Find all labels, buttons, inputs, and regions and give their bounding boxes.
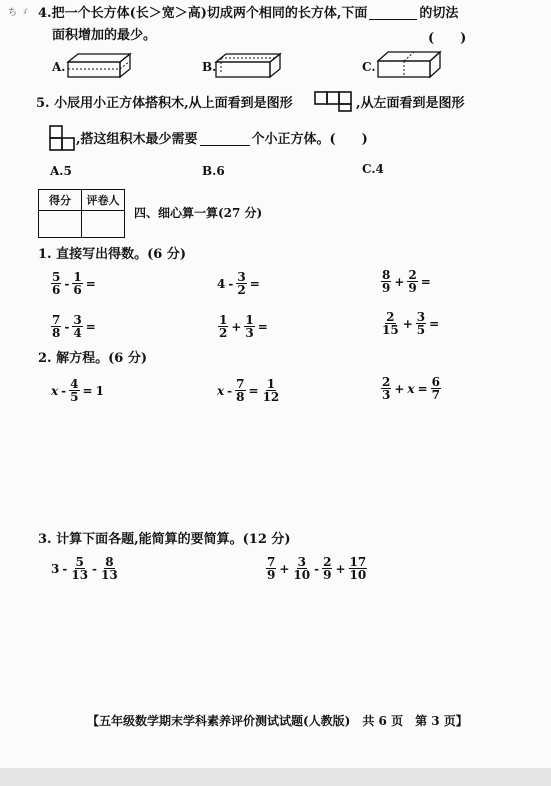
equals-sign: =	[248, 383, 259, 398]
fraction: $\frac{3}{5}$	[416, 310, 426, 337]
grader-header: 评卷人	[82, 190, 125, 211]
part2-equation-3	[381, 376, 441, 401]
part3-expression-1	[51, 556, 119, 581]
fraction: $\frac{8}{9}$	[382, 268, 391, 295]
part3-title: 3. 计算下面各题,能简算的要简算。(12 分)	[38, 532, 291, 547]
q4-line2: 面积增加的最少。	[52, 28, 157, 43]
fraction: $\frac{5}{6}$	[52, 270, 61, 297]
fraction: $\frac{8}{13}$	[101, 555, 118, 582]
fraction: $\frac{2}{15}$	[382, 310, 399, 337]
q5-line1: 5. 小辰用小正方体搭积木,从上面看到是图形	[36, 96, 293, 111]
equals-sign: =	[420, 274, 431, 289]
operator: -	[62, 561, 68, 576]
fraction: $\frac{4}{5}$	[70, 377, 79, 404]
fraction: $\frac{1}{12}$	[262, 377, 280, 404]
operator: +	[279, 561, 290, 576]
fraction: $\frac{17}{10}$	[349, 555, 367, 582]
q4-option-c-label: C.	[362, 60, 376, 74]
part1-item-4	[51, 314, 96, 339]
operator: -	[92, 561, 98, 576]
q5-option-c[interactable]: C.4	[362, 162, 384, 176]
q5-option-a[interactable]: A.5	[50, 164, 72, 178]
q4-text-before-blank: 把一个长方体(长＞宽＞高)切成两个相同的长方体,下面	[51, 6, 368, 21]
fraction: $\frac{6}{7}$	[431, 375, 440, 402]
part2-equation-1	[51, 378, 104, 403]
operator: +	[394, 381, 405, 396]
operator: +	[231, 319, 242, 334]
operator: +	[335, 561, 346, 576]
operator: -	[64, 276, 70, 291]
operator: -	[61, 383, 67, 398]
section-4-title: 四、细心算一算(27 分)	[134, 206, 263, 220]
equals-sign: =	[82, 383, 93, 398]
q4-option-c-cuboid-image[interactable]	[374, 50, 444, 80]
fraction: $\frac{3}{10}$	[293, 555, 311, 582]
q5-answer-blank[interactable]	[200, 144, 250, 146]
equals-sign: =	[429, 316, 440, 331]
part1-item-2	[217, 271, 260, 296]
equals-sign: =	[417, 381, 428, 396]
fraction: $\frac{7}{9}$	[267, 555, 276, 582]
operator: -	[227, 383, 233, 398]
q4-line1	[38, 6, 458, 22]
fraction: $\frac{2}{3}$	[382, 375, 391, 402]
fraction: $\frac{7}{8}$	[52, 313, 61, 340]
q4-option-b-cuboid-image[interactable]	[212, 52, 284, 80]
q4-option-a-label: A.	[52, 60, 66, 74]
q5-option-b[interactable]: B.6	[202, 164, 225, 178]
part3-expression-2	[266, 556, 367, 581]
fraction: $\frac{3}{4}$	[73, 313, 82, 340]
equals-sign: =	[257, 319, 268, 334]
q5-left-view-figure	[48, 124, 76, 152]
part2-title: 2. 解方程。(6 分)	[38, 351, 147, 366]
q4-text-after-blank: 的切法	[419, 6, 459, 21]
grader-cell[interactable]	[82, 211, 125, 238]
q5-top-view-figure	[314, 88, 354, 112]
q5-line2-after: 个小正方体。( )	[251, 132, 368, 147]
q4-option-a-cuboid-image[interactable]	[64, 52, 134, 80]
right-hand-side: 1	[95, 383, 104, 398]
fraction: $\frac{1}{2}$	[219, 313, 228, 340]
score-cell[interactable]	[39, 211, 82, 238]
q5-line2	[76, 132, 368, 148]
q4-answer-blank[interactable]	[369, 18, 417, 20]
fraction: $\frac{2}{9}$	[323, 555, 332, 582]
fraction: $\frac{2}{9}$	[408, 268, 417, 295]
part1-title: 1. 直接写出得数。(6 分)	[38, 247, 186, 262]
operator: -	[228, 276, 234, 291]
part1-item-3	[381, 269, 431, 294]
q5-line2-before: ,搭这组积木最少需要	[76, 132, 198, 147]
fraction: $\frac{1}{3}$	[245, 313, 254, 340]
variable-x: x	[217, 383, 225, 398]
score-header: 得分	[39, 190, 82, 211]
whole-number: 4	[217, 276, 226, 291]
fraction: $\frac{7}{8}$	[236, 377, 245, 404]
whole-number: 3	[51, 561, 60, 576]
operator: -	[64, 319, 70, 334]
part1-item-5	[218, 314, 268, 339]
fraction: $\frac{1}{6}$	[73, 270, 82, 297]
equals-sign: =	[85, 276, 96, 291]
q4-option-b-label: B.	[202, 60, 217, 74]
part1-item-6	[381, 311, 439, 336]
equals-sign: =	[85, 319, 96, 334]
q4-answer-paren[interactable]: ( )	[428, 31, 467, 46]
page-footer: 【五年级数学期末学科素养评价测试试题(人教版) 共 6 页 第 3 页】	[87, 714, 468, 728]
fraction: $\frac{5}{13}$	[71, 555, 89, 582]
part2-equation-2	[217, 378, 280, 403]
corner-mark: ち ゞ	[8, 8, 29, 18]
operator: -	[314, 561, 320, 576]
variable-x: x	[51, 383, 59, 398]
fraction: $\frac{3}{2}$	[237, 270, 246, 297]
q5-line1-end: ,从左面看到是图形	[356, 96, 465, 111]
variable-x: x	[407, 381, 415, 396]
equals-sign: =	[249, 276, 260, 291]
q4-number: 4.	[38, 6, 52, 21]
part1-item-1	[51, 271, 96, 296]
operator: +	[402, 316, 413, 331]
score-table	[38, 189, 125, 238]
operator: +	[394, 274, 405, 289]
